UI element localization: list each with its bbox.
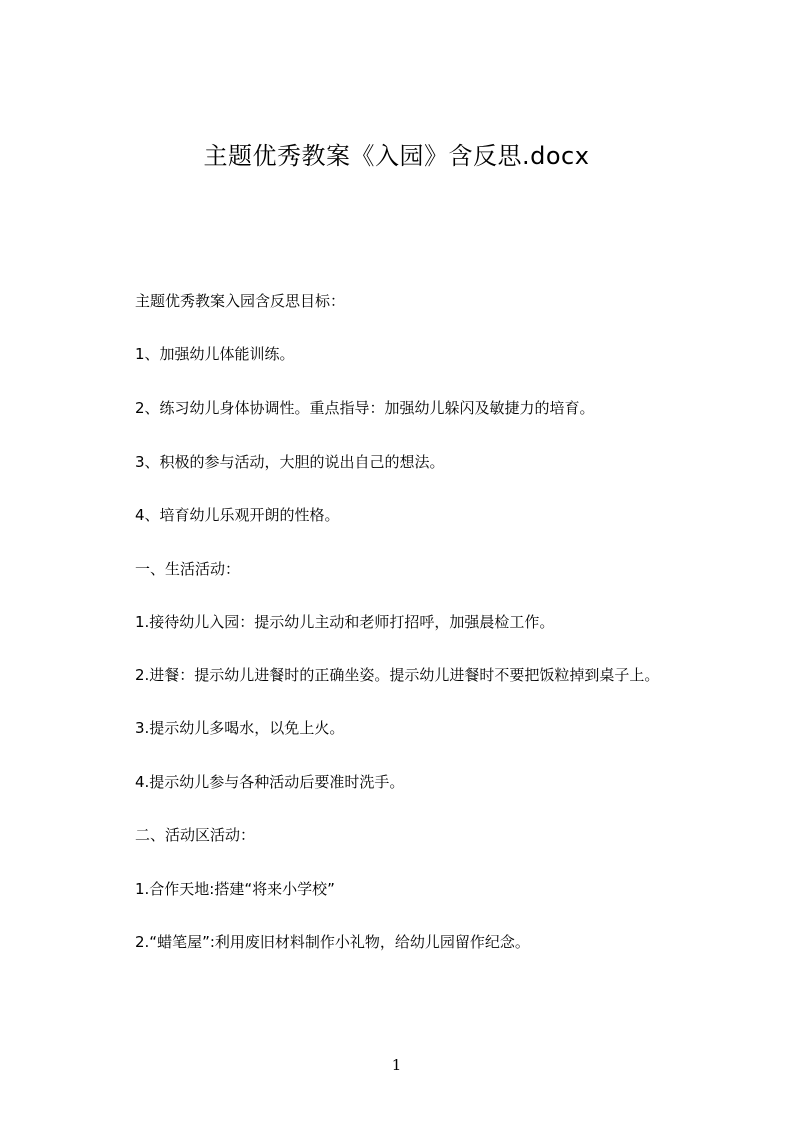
objective-item: 1、加强幼儿体能训练。: [135, 345, 295, 363]
section-heading-area-activities: 二、活动区活动：: [135, 826, 256, 844]
section-heading-daily-activities: 一、生活活动：: [135, 560, 241, 578]
area-activity-item: 2.“蜡笔屋”:利用废旧材料制作小礼物，给幼儿园留作纪念。: [135, 933, 530, 951]
objectives-heading: 主题优秀教案入园含反思目标：: [135, 292, 346, 310]
document-title: 主题优秀教案《入园》含反思.docx: [203, 142, 590, 170]
daily-activity-item: 3.提示幼儿多喝水，以免上火。: [135, 719, 345, 737]
area-activity-item: 1.合作天地:搭建“将来小学校”: [135, 880, 335, 898]
objective-item: 4、培育幼儿乐观开朗的性格。: [135, 506, 340, 524]
daily-activity-item: 2.进餐：提示幼儿进餐时的正确坐姿。提示幼儿进餐时不要把饭粒掉到桌子上。: [135, 666, 660, 684]
objective-item: 3、积极的参与活动，大胆的说出自己的想法。: [135, 453, 445, 471]
daily-activity-item: 1.接待幼儿入园：提示幼儿主动和老师打招呼，加强晨检工作。: [135, 613, 555, 631]
objective-item: 2、练习幼儿身体协调性。重点指导：加强幼儿躲闪及敏捷力的培育。: [135, 399, 595, 417]
daily-activity-item: 4.提示幼儿参与各种活动后要准时洗手。: [135, 773, 405, 791]
page-number: 1: [391, 1056, 402, 1074]
